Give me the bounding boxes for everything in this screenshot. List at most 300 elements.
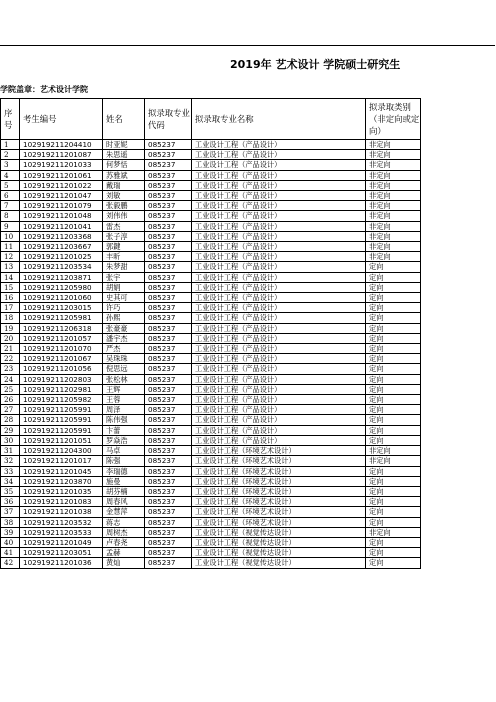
table-row xyxy=(1,446,421,456)
cell-category: 定向 xyxy=(366,548,421,558)
cell-seq: 26 xyxy=(1,395,20,405)
cell-major-code: 085237 xyxy=(145,313,192,323)
cell-seq: 7 xyxy=(1,201,20,211)
cell-seq: 9 xyxy=(1,221,20,231)
cell-seq: 1 xyxy=(1,140,20,150)
cell-category: 非定向 xyxy=(366,140,421,150)
cell-exam-no: 102919211203533 xyxy=(20,527,103,537)
cell-name: 陈伟强 xyxy=(103,415,145,425)
cell-major-name: 工业设计工程（产品设计） xyxy=(192,293,366,303)
cell-category: 非定向 xyxy=(366,170,421,180)
cell-exam-no: 102919211201061 xyxy=(20,170,103,180)
table-row xyxy=(1,405,421,415)
cell-seq: 27 xyxy=(1,405,20,415)
table-row xyxy=(1,384,421,394)
cell-name: 施曼 xyxy=(103,476,145,486)
cell-major-code: 085237 xyxy=(145,150,192,160)
cell-major-name: 工业设计工程（产品设计） xyxy=(192,435,366,445)
cell-category: 定向 xyxy=(366,262,421,272)
header-major-name: 拟录取专业名称 xyxy=(192,99,366,140)
cell-category: 定向 xyxy=(366,272,421,282)
table-row xyxy=(1,231,421,241)
cell-major-code: 085237 xyxy=(145,425,192,435)
cell-major-code: 085237 xyxy=(145,272,192,282)
seal-label: 学院盖章：艺术设计学院 xyxy=(0,85,88,94)
cell-major-code: 085237 xyxy=(145,333,192,343)
cell-name: 卢春尧 xyxy=(103,537,145,547)
table-body xyxy=(1,99,421,569)
cell-major-name: 工业设计工程（产品设计） xyxy=(192,262,366,272)
cell-seq: 33 xyxy=(1,466,20,476)
cell-name: 陈强 xyxy=(103,456,145,466)
cell-name: 刘敏 xyxy=(103,191,145,201)
cell-exam-no: 102919211205981 xyxy=(20,313,103,323)
table-row xyxy=(1,456,421,466)
cell-name: 孙熙 xyxy=(103,313,145,323)
cell-major-code: 085237 xyxy=(145,262,192,272)
cell-major-code: 085237 xyxy=(145,191,192,201)
cell-seq: 11 xyxy=(1,242,20,252)
cell-category: 定向 xyxy=(366,405,421,415)
cell-exam-no: 102919211201056 xyxy=(20,364,103,374)
cell-seq: 40 xyxy=(1,537,20,547)
header-name: 姓名 xyxy=(103,99,145,140)
header-seq: 序号 xyxy=(1,99,20,140)
cell-exam-no: 102919211203534 xyxy=(20,262,103,272)
cell-major-name: 工业设计工程（产品设计） xyxy=(192,364,366,374)
cell-exam-no: 102919211201087 xyxy=(20,150,103,160)
cell-category: 定向 xyxy=(366,395,421,405)
cell-category: 定向 xyxy=(366,425,421,435)
cell-category: 非定向 xyxy=(366,231,421,241)
table-row xyxy=(1,497,421,507)
cell-major-name: 工业设计工程（产品设计） xyxy=(192,211,366,221)
cell-major-code: 085237 xyxy=(145,497,192,507)
cell-exam-no: 102919211203051 xyxy=(20,548,103,558)
cell-major-code: 085237 xyxy=(145,303,192,313)
cell-seq: 20 xyxy=(1,333,20,343)
cell-exam-no: 102919211203368 xyxy=(20,231,103,241)
cell-major-name: 工业设计工程（产品设计） xyxy=(192,323,366,333)
cell-major-name: 工业设计工程（产品设计） xyxy=(192,242,366,252)
cell-category: 定向 xyxy=(366,537,421,547)
cell-major-code: 085237 xyxy=(145,486,192,496)
cell-category: 非定向 xyxy=(366,242,421,252)
table-row xyxy=(1,537,421,547)
cell-category: 非定向 xyxy=(366,456,421,466)
cell-major-name: 工业设计工程（视觉传达设计） xyxy=(192,548,366,558)
cell-exam-no: 102919211201047 xyxy=(20,191,103,201)
cell-major-name: 工业设计工程（产品设计） xyxy=(192,150,366,160)
cell-major-code: 085237 xyxy=(145,537,192,547)
cell-major-code: 085237 xyxy=(145,242,192,252)
cell-exam-no: 102919211201049 xyxy=(20,537,103,547)
cell-major-code: 085237 xyxy=(145,527,192,537)
cell-seq: 23 xyxy=(1,364,20,374)
cell-exam-no: 102919211201057 xyxy=(20,333,103,343)
cell-major-name: 工业设计工程（环境艺术设计） xyxy=(192,497,366,507)
cell-category: 非定向 xyxy=(366,201,421,211)
cell-name: 苏雅斌 xyxy=(103,170,145,180)
table-row xyxy=(1,160,421,170)
cell-name: 胡芬楠 xyxy=(103,486,145,496)
cell-category: 定向 xyxy=(366,486,421,496)
cell-major-name: 工业设计工程（产品设计） xyxy=(192,405,366,415)
cell-name: 李瑞德 xyxy=(103,466,145,476)
cell-major-name: 工业设计工程（环境艺术设计） xyxy=(192,446,366,456)
cell-name: 倪思远 xyxy=(103,364,145,374)
cell-exam-no: 102919211201038 xyxy=(20,507,103,517)
cell-major-name: 工业设计工程（视觉传达设计） xyxy=(192,527,366,537)
cell-seq: 21 xyxy=(1,344,20,354)
cell-category: 定向 xyxy=(366,303,421,313)
cell-category: 非定向 xyxy=(366,252,421,262)
header-category: 拟录取类别（非定向或定向） xyxy=(366,99,421,140)
cell-exam-no: 102919211203870 xyxy=(20,476,103,486)
cell-name: 许巧 xyxy=(103,303,145,313)
cell-major-code: 085237 xyxy=(145,180,192,190)
header-major-code: 拟录取专业代码 xyxy=(145,99,192,140)
cell-name: 周春风 xyxy=(103,497,145,507)
table-row xyxy=(1,303,421,313)
table-row xyxy=(1,221,421,231)
cell-name: 卞蕾 xyxy=(103,425,145,435)
cell-exam-no: 102919211201045 xyxy=(20,466,103,476)
table-row xyxy=(1,558,421,568)
cell-name: 郭鍵 xyxy=(103,242,145,252)
cell-seq: 2 xyxy=(1,150,20,160)
table-row xyxy=(1,313,421,323)
cell-name: 孟赫 xyxy=(103,548,145,558)
cell-exam-no: 102919211203871 xyxy=(20,272,103,282)
cell-name: 张宇 xyxy=(103,272,145,282)
cell-category: 定向 xyxy=(366,507,421,517)
cell-seq: 42 xyxy=(1,558,20,568)
cell-major-code: 085237 xyxy=(145,344,192,354)
cell-seq: 17 xyxy=(1,303,20,313)
cell-major-code: 085237 xyxy=(145,384,192,394)
title-row xyxy=(0,52,496,76)
cell-exam-no: 102919211201022 xyxy=(20,180,103,190)
cell-major-name: 工业设计工程（视觉传达设计） xyxy=(192,537,366,547)
cell-major-name: 工业设计工程（环境艺术设计） xyxy=(192,517,366,527)
cell-category: 非定向 xyxy=(366,446,421,456)
cell-name: 金慧萍 xyxy=(103,507,145,517)
cell-exam-no: 102919211204410 xyxy=(20,140,103,150)
table-row xyxy=(1,293,421,303)
cell-category: 定向 xyxy=(366,517,421,527)
cell-name: 胡娟 xyxy=(103,282,145,292)
cell-major-code: 085237 xyxy=(145,405,192,415)
table-row xyxy=(1,527,421,537)
cell-seq: 25 xyxy=(1,384,20,394)
cell-category: 非定向 xyxy=(366,160,421,170)
table-row xyxy=(1,364,421,374)
cell-name: 周树杰 xyxy=(103,527,145,537)
cell-exam-no: 102919211201048 xyxy=(20,211,103,221)
table-row xyxy=(1,242,421,252)
cell-major-name: 工业设计工程（产品设计） xyxy=(192,180,366,190)
table-row xyxy=(1,201,421,211)
cell-major-code: 085237 xyxy=(145,252,192,262)
cell-exam-no: 102919211203532 xyxy=(20,517,103,527)
header-row xyxy=(1,99,421,140)
table-row xyxy=(1,344,421,354)
cell-category: 非定向 xyxy=(366,150,421,160)
cell-name: 刘伟伟 xyxy=(103,211,145,221)
cell-name: 何梦恬 xyxy=(103,160,145,170)
cell-category: 定向 xyxy=(366,313,421,323)
table-row xyxy=(1,140,421,150)
cell-major-name: 工业设计工程（产品设计） xyxy=(192,252,366,262)
cell-seq: 32 xyxy=(1,456,20,466)
cell-seq: 18 xyxy=(1,313,20,323)
table-row xyxy=(1,211,421,221)
cell-name: 张子淳 xyxy=(103,231,145,241)
cell-major-name: 工业设计工程（产品设计） xyxy=(192,384,366,394)
cell-seq: 8 xyxy=(1,211,20,221)
cell-major-name: 工业设计工程（环境艺术设计） xyxy=(192,507,366,517)
cell-major-name: 工业设计工程（视觉传达设计） xyxy=(192,558,366,568)
cell-seq: 36 xyxy=(1,497,20,507)
cell-category: 定向 xyxy=(366,558,421,568)
cell-seq: 15 xyxy=(1,282,20,292)
cell-name: 张毅鹏 xyxy=(103,201,145,211)
cell-exam-no: 102919211202981 xyxy=(20,384,103,394)
cell-category: 非定向 xyxy=(366,211,421,221)
cell-major-code: 085237 xyxy=(145,548,192,558)
cell-major-name: 工业设计工程（产品设计） xyxy=(192,374,366,384)
cell-major-name: 工业设计工程（产品设计） xyxy=(192,344,366,354)
cell-seq: 6 xyxy=(1,191,20,201)
cell-name: 吴珠珠 xyxy=(103,354,145,364)
cell-name: 张松林 xyxy=(103,374,145,384)
cell-major-code: 085237 xyxy=(145,558,192,568)
cell-exam-no: 102919211205991 xyxy=(20,425,103,435)
cell-name: 张豪豪 xyxy=(103,323,145,333)
cell-seq: 30 xyxy=(1,435,20,445)
table-row xyxy=(1,374,421,384)
cell-seq: 37 xyxy=(1,507,20,517)
cell-seq: 41 xyxy=(1,548,20,558)
cell-category: 定向 xyxy=(366,323,421,333)
cell-exam-no: 102919211201060 xyxy=(20,293,103,303)
cell-seq: 35 xyxy=(1,486,20,496)
cell-name: 潘宇杰 xyxy=(103,333,145,343)
table-row xyxy=(1,170,421,180)
cell-major-name: 工业设计工程（环境艺术设计） xyxy=(192,456,366,466)
cell-exam-no: 102919211201033 xyxy=(20,160,103,170)
table-row xyxy=(1,262,421,272)
cell-major-code: 085237 xyxy=(145,282,192,292)
cell-major-name: 工业设计工程（产品设计） xyxy=(192,221,366,231)
cell-category: 定向 xyxy=(366,354,421,364)
cell-major-code: 085237 xyxy=(145,140,192,150)
cell-category: 非定向 xyxy=(366,191,421,201)
table-row xyxy=(1,466,421,476)
cell-seq: 10 xyxy=(1,231,20,241)
cell-major-name: 工业设计工程（环境艺术设计） xyxy=(192,476,366,486)
cell-exam-no: 102919211201041 xyxy=(20,221,103,231)
cell-category: 非定向 xyxy=(366,180,421,190)
cell-exam-no: 102919211205991 xyxy=(20,415,103,425)
cell-seq: 29 xyxy=(1,425,20,435)
cell-seq: 24 xyxy=(1,374,20,384)
admission-table xyxy=(0,98,421,569)
cell-major-code: 085237 xyxy=(145,293,192,303)
cell-major-name: 工业设计工程（环境艺术设计） xyxy=(192,486,366,496)
cell-category: 定向 xyxy=(366,282,421,292)
cell-name: 时亚妮 xyxy=(103,140,145,150)
cell-exam-no: 102919211205982 xyxy=(20,395,103,405)
table-row xyxy=(1,435,421,445)
cell-exam-no: 102919211202803 xyxy=(20,374,103,384)
cell-seq: 22 xyxy=(1,354,20,364)
cell-major-name: 工业设计工程（产品设计） xyxy=(192,201,366,211)
cell-major-name: 工业设计工程（产品设计） xyxy=(192,231,366,241)
table-row xyxy=(1,272,421,282)
cell-major-code: 085237 xyxy=(145,517,192,527)
cell-major-code: 085237 xyxy=(145,456,192,466)
cell-major-name: 工业设计工程（产品设计） xyxy=(192,303,366,313)
cell-exam-no: 102919211204300 xyxy=(20,446,103,456)
cell-major-name: 工业设计工程（产品设计） xyxy=(192,191,366,201)
cell-exam-no: 102919211205980 xyxy=(20,282,103,292)
cell-major-code: 085237 xyxy=(145,221,192,231)
cell-seq: 5 xyxy=(1,180,20,190)
cell-major-name: 工业设计工程（产品设计） xyxy=(192,272,366,282)
cell-name: 罗焱浩 xyxy=(103,435,145,445)
cell-major-name: 工业设计工程（产品设计） xyxy=(192,140,366,150)
table-row xyxy=(1,333,421,343)
table-row xyxy=(1,415,421,425)
cell-category: 非定向 xyxy=(366,527,421,537)
cell-major-code: 085237 xyxy=(145,415,192,425)
cell-exam-no: 102919211206318 xyxy=(20,323,103,333)
cell-seq: 34 xyxy=(1,476,20,486)
cell-major-code: 085237 xyxy=(145,466,192,476)
table-row xyxy=(1,476,421,486)
cell-seq: 38 xyxy=(1,517,20,527)
cell-major-code: 085237 xyxy=(145,476,192,486)
cell-category: 定向 xyxy=(366,435,421,445)
cell-major-code: 085237 xyxy=(145,170,192,180)
cell-name: 王蓉 xyxy=(103,395,145,405)
table-row xyxy=(1,191,421,201)
cell-category: 定向 xyxy=(366,384,421,394)
cell-name: 黄灿 xyxy=(103,558,145,568)
table-row xyxy=(1,507,421,517)
cell-major-name: 工业设计工程（产品设计） xyxy=(192,425,366,435)
cell-major-code: 085237 xyxy=(145,323,192,333)
cell-seq: 28 xyxy=(1,415,20,425)
cell-category: 定向 xyxy=(366,415,421,425)
table-row xyxy=(1,252,421,262)
header-exam-no: 考生编号 xyxy=(20,99,103,140)
cell-major-name: 工业设计工程（产品设计） xyxy=(192,354,366,364)
cell-major-name: 工业设计工程（产品设计） xyxy=(192,282,366,292)
cell-seq: 19 xyxy=(1,323,20,333)
cell-category: 定向 xyxy=(366,476,421,486)
cell-major-code: 085237 xyxy=(145,231,192,241)
cell-name: 王辉 xyxy=(103,384,145,394)
cell-name: 朱梦甜 xyxy=(103,262,145,272)
cell-name: 史其可 xyxy=(103,293,145,303)
cell-major-code: 085237 xyxy=(145,211,192,221)
cell-major-code: 085237 xyxy=(145,354,192,364)
cell-seq: 13 xyxy=(1,262,20,272)
cell-category: 定向 xyxy=(366,293,421,303)
cell-major-name: 工业设计工程（产品设计） xyxy=(192,313,366,323)
cell-major-name: 工业设计工程（产品设计） xyxy=(192,415,366,425)
cell-seq: 16 xyxy=(1,293,20,303)
cell-major-code: 085237 xyxy=(145,160,192,170)
cell-seq: 3 xyxy=(1,160,20,170)
table-row xyxy=(1,486,421,496)
cell-category: 定向 xyxy=(366,466,421,476)
cell-name: 丰昕 xyxy=(103,252,145,262)
cell-category: 定向 xyxy=(366,333,421,343)
cell-exam-no: 102919211201017 xyxy=(20,456,103,466)
table-row xyxy=(1,548,421,558)
table-row xyxy=(1,150,421,160)
cell-major-code: 085237 xyxy=(145,446,192,456)
cell-exam-no: 102919211201035 xyxy=(20,486,103,496)
cell-name: 蒋志 xyxy=(103,517,145,527)
cell-major-name: 工业设计工程（产品设计） xyxy=(192,395,366,405)
cell-major-name: 工业设计工程（环境艺术设计） xyxy=(192,466,366,476)
cell-major-code: 085237 xyxy=(145,395,192,405)
cell-category: 定向 xyxy=(366,364,421,374)
cell-seq: 14 xyxy=(1,272,20,282)
cell-category: 非定向 xyxy=(366,221,421,231)
cell-exam-no: 102919211203667 xyxy=(20,242,103,252)
cell-major-name: 工业设计工程（产品设计） xyxy=(192,160,366,170)
cell-exam-no: 102919211201025 xyxy=(20,252,103,262)
cell-name: 雷杰 xyxy=(103,221,145,231)
cell-name: 周泽 xyxy=(103,405,145,415)
cell-category: 定向 xyxy=(366,497,421,507)
table-row xyxy=(1,395,421,405)
cell-exam-no: 102919211201067 xyxy=(20,354,103,364)
cell-seq: 4 xyxy=(1,170,20,180)
cell-category: 定向 xyxy=(366,374,421,384)
cell-seq: 12 xyxy=(1,252,20,262)
cell-major-code: 085237 xyxy=(145,364,192,374)
cell-exam-no: 102919211201070 xyxy=(20,344,103,354)
table-row xyxy=(1,517,421,527)
cell-exam-no: 102919211205991 xyxy=(20,405,103,415)
cell-name: 严杰 xyxy=(103,344,145,354)
table-row xyxy=(1,180,421,190)
cell-exam-no: 102919211201083 xyxy=(20,497,103,507)
cell-major-code: 085237 xyxy=(145,374,192,384)
table-row xyxy=(1,323,421,333)
cell-name: 马卓 xyxy=(103,446,145,456)
cell-name: 戴瑞 xyxy=(103,180,145,190)
cell-major-name: 工业设计工程（产品设计） xyxy=(192,170,366,180)
table-row xyxy=(1,282,421,292)
cell-major-code: 085237 xyxy=(145,201,192,211)
cell-category: 定向 xyxy=(366,344,421,354)
cell-major-name: 工业设计工程（产品设计） xyxy=(192,333,366,343)
cell-exam-no: 102919211203015 xyxy=(20,303,103,313)
cell-major-code: 085237 xyxy=(145,507,192,517)
cell-seq: 31 xyxy=(1,446,20,456)
cell-exam-no: 102919211201036 xyxy=(20,558,103,568)
cell-exam-no: 102919211201079 xyxy=(20,201,103,211)
table-row xyxy=(1,425,421,435)
